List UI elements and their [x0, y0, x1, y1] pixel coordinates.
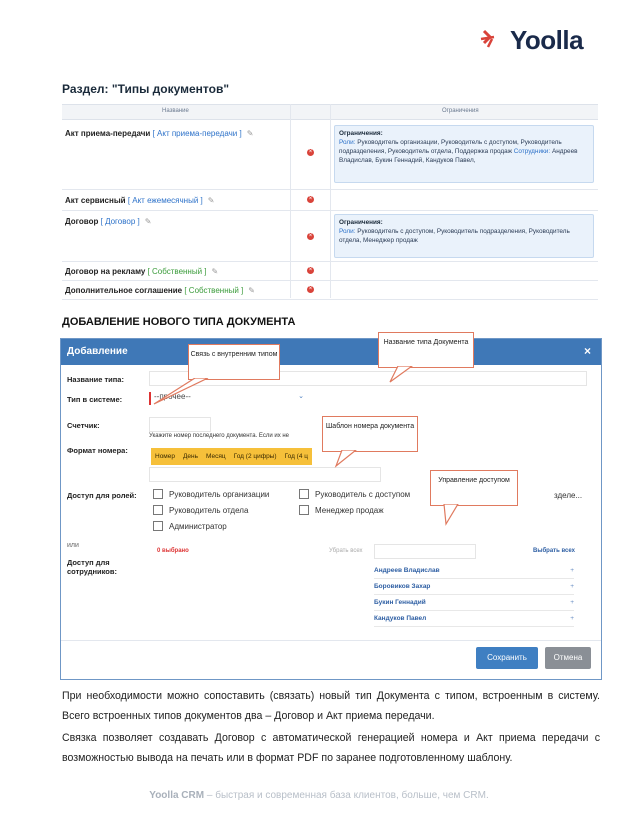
roles-label: Роли: [339, 228, 356, 235]
table-row[interactable] [62, 262, 598, 281]
format-label: Формат номера: [67, 446, 128, 455]
table-row[interactable] [62, 281, 598, 300]
doc-type-name: Договор [65, 217, 99, 226]
none-selected: 0 выбрано [157, 548, 189, 554]
callout-template-tail [330, 450, 370, 470]
callout-access-tail [440, 504, 470, 528]
callout-name-tail [386, 366, 426, 386]
chip-number[interactable]: Номер [155, 453, 176, 460]
role-checkbox[interactable] [153, 489, 269, 499]
table-row[interactable] [62, 211, 598, 262]
add-dialog [60, 338, 602, 680]
employee-item[interactable] [374, 612, 574, 627]
chevron-down-icon: ⌄ [298, 393, 304, 400]
employee-search-input[interactable] [374, 544, 476, 559]
callout-name: Название типа Документа [378, 332, 474, 368]
callout-link: Связь с внутренним типом [188, 344, 280, 380]
role-label: Руководитель отдела [169, 505, 249, 515]
dialog-header [61, 339, 601, 365]
table-row[interactable] [62, 119, 598, 190]
role-label: Администратор [169, 521, 227, 531]
plus-icon[interactable]: + [570, 583, 574, 590]
role-checkbox[interactable] [299, 505, 384, 515]
edit-pencil-icon[interactable]: ✎ [207, 196, 215, 205]
restrictions-title: Ограничения: [339, 219, 383, 226]
edit-pencil-icon[interactable]: ✎ [211, 267, 219, 276]
cancel-button[interactable]: Отмена [545, 647, 591, 669]
plus-icon[interactable]: + [570, 599, 574, 606]
system-type-label: Тип в системе: [67, 395, 123, 404]
table-row[interactable] [62, 190, 598, 211]
plus-icon[interactable]: + [570, 615, 574, 622]
counter-label: Счетчик: [67, 421, 100, 430]
restrictions-title: Ограничения: [339, 130, 383, 137]
employee-name: Андреев Владислав [374, 567, 440, 574]
employee-item[interactable] [374, 596, 574, 611]
employees-label: Сотрудники: [513, 148, 551, 155]
paragraph-binding: Связка позволяет создавать Договор с автоматической генерацией номера и Акт приема передачи с возможностью вывода на печать или в формат PDF по заранее подготовленному шаблону. [62, 732, 600, 764]
footer-divider [61, 640, 601, 641]
plus-icon[interactable]: + [570, 567, 574, 574]
chip-month[interactable]: Месяц [206, 453, 226, 460]
role-label: Руководитель с доступом [315, 489, 411, 499]
delete-icon[interactable]: × [308, 196, 313, 202]
section-title: Раздел: "Типы документов" [62, 82, 230, 96]
col-restrictions: Ограничения [442, 108, 479, 114]
save-button[interactable]: Сохранить [476, 647, 538, 669]
restrictions-box [334, 125, 594, 183]
system-type-value: --прочее-- [154, 392, 191, 401]
delete-icon[interactable]: × [308, 233, 313, 239]
employees-access-label: Доступ для сотрудников: [67, 558, 117, 576]
paragraph-link: При необходимости можно сопоставить (связать) новый тип Документа с типом, встроенным в систему. Всего встроенных типов документов два – Договор и Акт приема передачи. [62, 690, 600, 722]
callout-template: Шаблон номера документа [322, 416, 418, 452]
role-label: Руководитель организации [169, 489, 270, 499]
edit-pencil-icon[interactable]: ✎ [248, 286, 255, 295]
doc-type-name: Акт сервисный [65, 196, 126, 205]
roles-access-label: Доступ для ролей: [67, 491, 137, 500]
name-label: Название типа: [67, 375, 124, 384]
remove-all-link[interactable]: Убрать всех [329, 548, 363, 554]
callout-access: Управление доступом [430, 470, 518, 506]
or-label: или [67, 542, 79, 549]
logo-text: Yoolla [510, 24, 584, 55]
chip-day[interactable]: День [183, 453, 199, 460]
counter-hint: Укажите номер последнего документа. Если их не [149, 433, 290, 439]
add-type-heading: ДОБАВЛЕНИЕ НОВОГО ТИПА ДОКУМЕНТА [62, 316, 296, 328]
roles-list: Руководитель организации, Руководитель с доступом, Руководитель подразделения, Руководитель отдела, Поддержка продаж [339, 139, 562, 155]
close-icon[interactable]: × [583, 344, 591, 358]
doc-type-tag[interactable]: [ Собственный ] [184, 286, 244, 295]
roles-label: Роли: [339, 139, 356, 146]
employee-item[interactable] [374, 580, 574, 595]
role-checkbox[interactable] [299, 489, 410, 499]
chip-year2[interactable]: Год (2 цифры) [233, 453, 277, 460]
restrictions-box [334, 214, 594, 258]
dialog-title: Добавление [67, 346, 128, 357]
chip-year4[interactable]: Год (4 ц [284, 453, 308, 460]
edit-pencil-icon[interactable]: ✎ [246, 129, 254, 138]
delete-icon[interactable]: × [308, 267, 313, 273]
footer [0, 790, 638, 801]
yoolla-logo [478, 22, 608, 58]
doc-type-tag[interactable]: [ Акт ежемесячный ] [127, 196, 203, 205]
doc-type-name: Акт приема-передачи [65, 129, 151, 138]
logo-mark-icon [478, 25, 508, 55]
employee-name: Кандуков Павел [374, 615, 427, 622]
callout-link-tail [150, 378, 210, 408]
footer-text: – быстрая и современная база клиентов, больше, чем CRM. [204, 790, 489, 801]
counter-input[interactable] [149, 417, 211, 432]
employees-list: Андреев Владислав, Букин Геннадий, Кандуков Павел, [339, 148, 578, 164]
format-chips [151, 448, 312, 465]
employee-name: Боровиков Захар [374, 583, 431, 590]
roles-cut-text: зделе... [554, 491, 583, 500]
select-all-link[interactable]: Выбрать всех [533, 548, 575, 554]
col-name: Название [162, 108, 189, 114]
role-checkbox[interactable] [153, 521, 227, 531]
section-doc-types [62, 78, 598, 300]
role-checkbox[interactable] [153, 505, 248, 515]
doc-type-tag[interactable]: [ Договор ] [100, 217, 140, 226]
delete-icon[interactable]: × [308, 149, 313, 155]
doc-type-name: Дополнительное соглашение [65, 286, 183, 295]
doc-type-tag[interactable]: [ Собственный ] [147, 267, 207, 276]
employee-name: Букин Геннадий [374, 599, 426, 606]
doc-type-name: Договор на рекламу [65, 267, 146, 276]
edit-pencil-icon[interactable]: ✎ [144, 217, 152, 226]
role-label: Менеджер продаж [315, 505, 384, 515]
delete-icon[interactable]: × [308, 286, 313, 292]
employee-item[interactable] [374, 564, 574, 579]
roles-list: Руководитель с доступом, Руководитель подразделения, Руководитель отдела, Менеджер продаж [339, 228, 570, 244]
footer-brand: Yoolla CRM [149, 790, 205, 801]
doc-type-tag[interactable]: [ Акт приема-передачи ] [152, 129, 242, 138]
